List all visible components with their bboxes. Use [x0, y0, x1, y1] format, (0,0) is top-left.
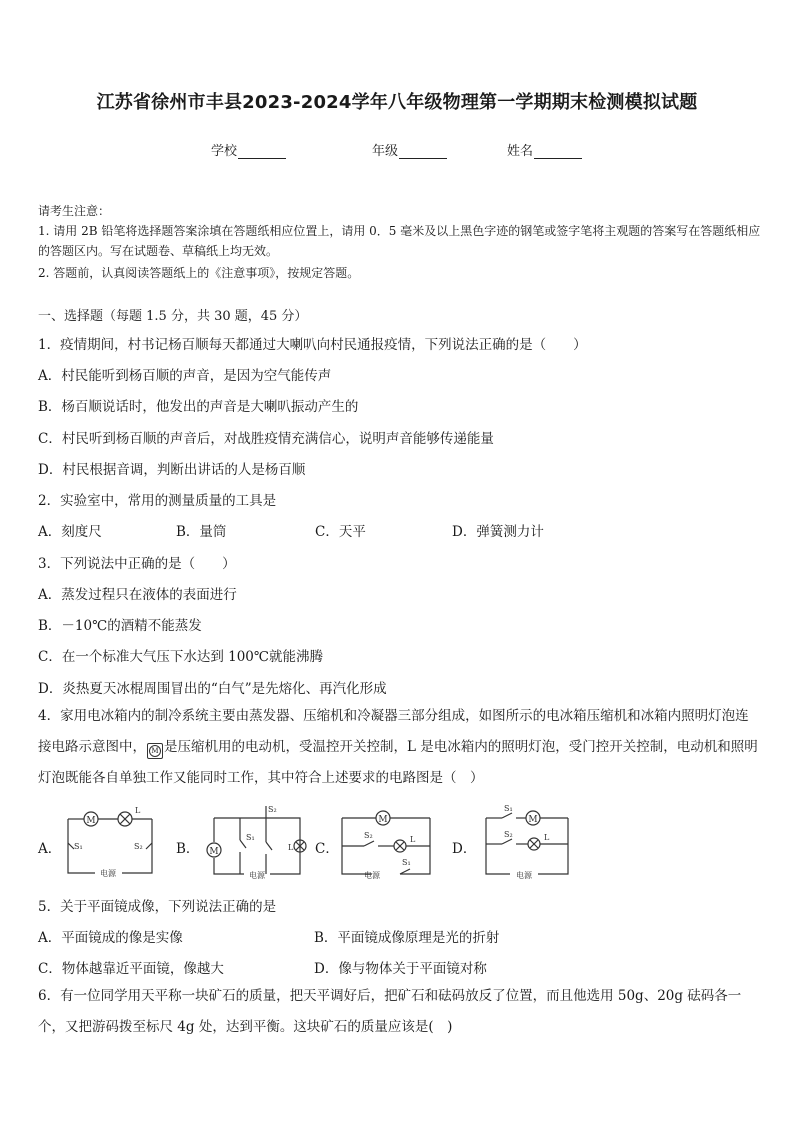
question-5-option-b: B．平面镜成像原理是光的折射: [314, 930, 500, 946]
circuit-b-s1: S₁: [246, 833, 255, 842]
question-4-option-b-label: B．: [176, 841, 200, 857]
circuit-c-svg: [336, 802, 436, 886]
circuit-a-power: 电源: [100, 869, 116, 878]
circuit-diagram-a: [60, 805, 160, 885]
question-3-option-b: B．－10℃的酒精不能蒸发: [38, 618, 202, 634]
grade-field: [372, 140, 447, 159]
circuit-d-svg: [480, 802, 576, 886]
circuit-c-s2: S₂: [364, 831, 373, 840]
question-2-option-a: A．刻度尺: [38, 524, 102, 540]
question-4-stem-part2: 是压缩机用的电动机，受温控开关控制，L 是电冰箱内的照明灯泡，受门控开关控制，电动机和照明灯泡既能各自单独工作又能同时工作，其中符合上述要求的电路图是（ ）: [38, 739, 758, 786]
question-1-option-c: C．村民听到杨百顺的声音后，对战胜疫情充满信心，说明声音能够传递能量: [38, 431, 494, 447]
motor-symbol-icon: [147, 743, 163, 759]
circuit-a-m: M: [86, 816, 96, 826]
school-blank: [238, 144, 286, 159]
question-3-option-a: A．蒸发过程只在液体的表面进行: [38, 587, 237, 603]
question-3-stem: 3．下列说法中正确的是（ ）: [38, 556, 236, 572]
circuit-diagram-c: [336, 802, 436, 886]
page-title: 江苏省徐州市丰县2023-2024学年八年级物理第一学期期末检测模拟试题: [96, 92, 698, 113]
circuit-b-l: L: [288, 843, 294, 852]
circuit-a-l: L: [135, 806, 141, 815]
circuit-c-power: 电源: [364, 871, 380, 880]
circuit-d-power: 电源: [516, 871, 532, 880]
circuit-c-m: M: [378, 815, 388, 825]
question-1-stem: 1．疫情期间，村书记杨百顺每天都通过大喇叭向村民通报疫情，下列说法正确的是（ ）: [38, 337, 587, 353]
circuit-b-svg: [200, 802, 310, 886]
notice-heading: 请考生注意：: [38, 204, 111, 218]
question-5-option-a: A．平面镜成的像是实像: [38, 930, 183, 946]
circuit-a-s2: S₂: [134, 842, 143, 851]
question-3-option-c: C．在一个标准大气压下水达到 100℃就能沸腾: [38, 649, 323, 665]
question-6-stem: 6．有一位同学用天平称一块矿石的质量，把天平调好后，把矿石和砝码放反了位置，而且他选用 50g、20g 砝码各一个，又把游码拨至标尺 4g 处，达到平衡。这块矿石的质量应该是( ): [38, 988, 742, 1035]
name-label: 姓名: [507, 144, 534, 159]
question-4-stem: [38, 701, 762, 794]
question-2-option-c: C．天平: [315, 524, 366, 540]
circuit-d-m: M: [528, 815, 538, 825]
question-5-option-c: C．物体越靠近平面镜，像越大: [38, 961, 224, 977]
name-field: [507, 140, 582, 159]
school-field: [211, 140, 286, 159]
circuit-d-s2: S₂: [504, 830, 513, 839]
circuit-d-s1: S₁: [504, 804, 513, 813]
circuit-diagram-d: [480, 802, 576, 886]
grade-blank: [399, 144, 447, 159]
question-2-stem: 2．实验室中，常用的测量质量的工具是: [38, 493, 277, 509]
circuit-c-s1: S₁: [402, 858, 411, 867]
notice-item-1: 1. 请用 2B 铅笔将选择题答案涂填在答题纸相应位置上，请用 0．5 毫米及以上黑色字迹的钢笔或签字笔将主观题的答案写在答题纸相应的答题区内。写在试题卷、草稿纸上均无效。: [38, 224, 761, 258]
question-4-stem-part1: 4．家用电冰箱内的制冷系统主要由蒸发器、压缩机和冷凝器三部分组成，如图所示的电冰箱压缩机和冰箱内照明灯泡连接电路示意图中，: [38, 708, 749, 755]
question-4-option-c-label: C．: [315, 841, 339, 857]
circuit-b-s2: S₂: [268, 805, 277, 814]
question-2-option-d: D．弹簧测力计: [452, 524, 544, 540]
question-1-option-a: A．村民能听到杨百顺的声音，是因为空气能传声: [38, 368, 332, 384]
motor-symbol-letter: M: [149, 745, 161, 757]
question-1-option-b: B．杨百顺说话时，他发出的声音是大喇叭振动产生的: [38, 399, 359, 415]
circuit-d-l: L: [544, 833, 550, 842]
circuit-b-power: 电源: [249, 871, 265, 880]
school-label: 学校: [211, 144, 238, 159]
student-info-row: [0, 140, 794, 160]
question-3-option-d: D．炎热夏天冰棍周围冒出的“白气”是先熔化、再汽化形成: [38, 681, 387, 697]
question-4-option-a-label: A．: [38, 841, 62, 857]
circuit-a-svg: [60, 805, 160, 885]
question-5-option-d: D．像与物体关于平面镜对称: [314, 961, 487, 977]
circuit-c-l: L: [410, 835, 416, 844]
question-5-stem: 5．关于平面镜成像，下列说法正确的是: [38, 899, 277, 915]
circuit-a-s1: S₁: [74, 842, 83, 851]
grade-label: 年级: [372, 144, 399, 159]
question-2-option-b: B．量筒: [176, 524, 227, 540]
question-1-option-d: D．村民根据音调，判断出讲话的人是杨百顺: [38, 462, 306, 478]
notice-item-2: 2. 答题前，认真阅读答题纸上的《注意事项》，按规定答题。: [38, 266, 360, 280]
circuit-b-m: M: [209, 847, 219, 857]
question-4-option-d-label: D．: [452, 841, 477, 857]
name-blank: [534, 144, 582, 159]
section-heading: 一、选择题（每题 1.5 分，共 30 题，45 分）: [38, 309, 308, 324]
circuit-diagram-b: [200, 802, 310, 886]
